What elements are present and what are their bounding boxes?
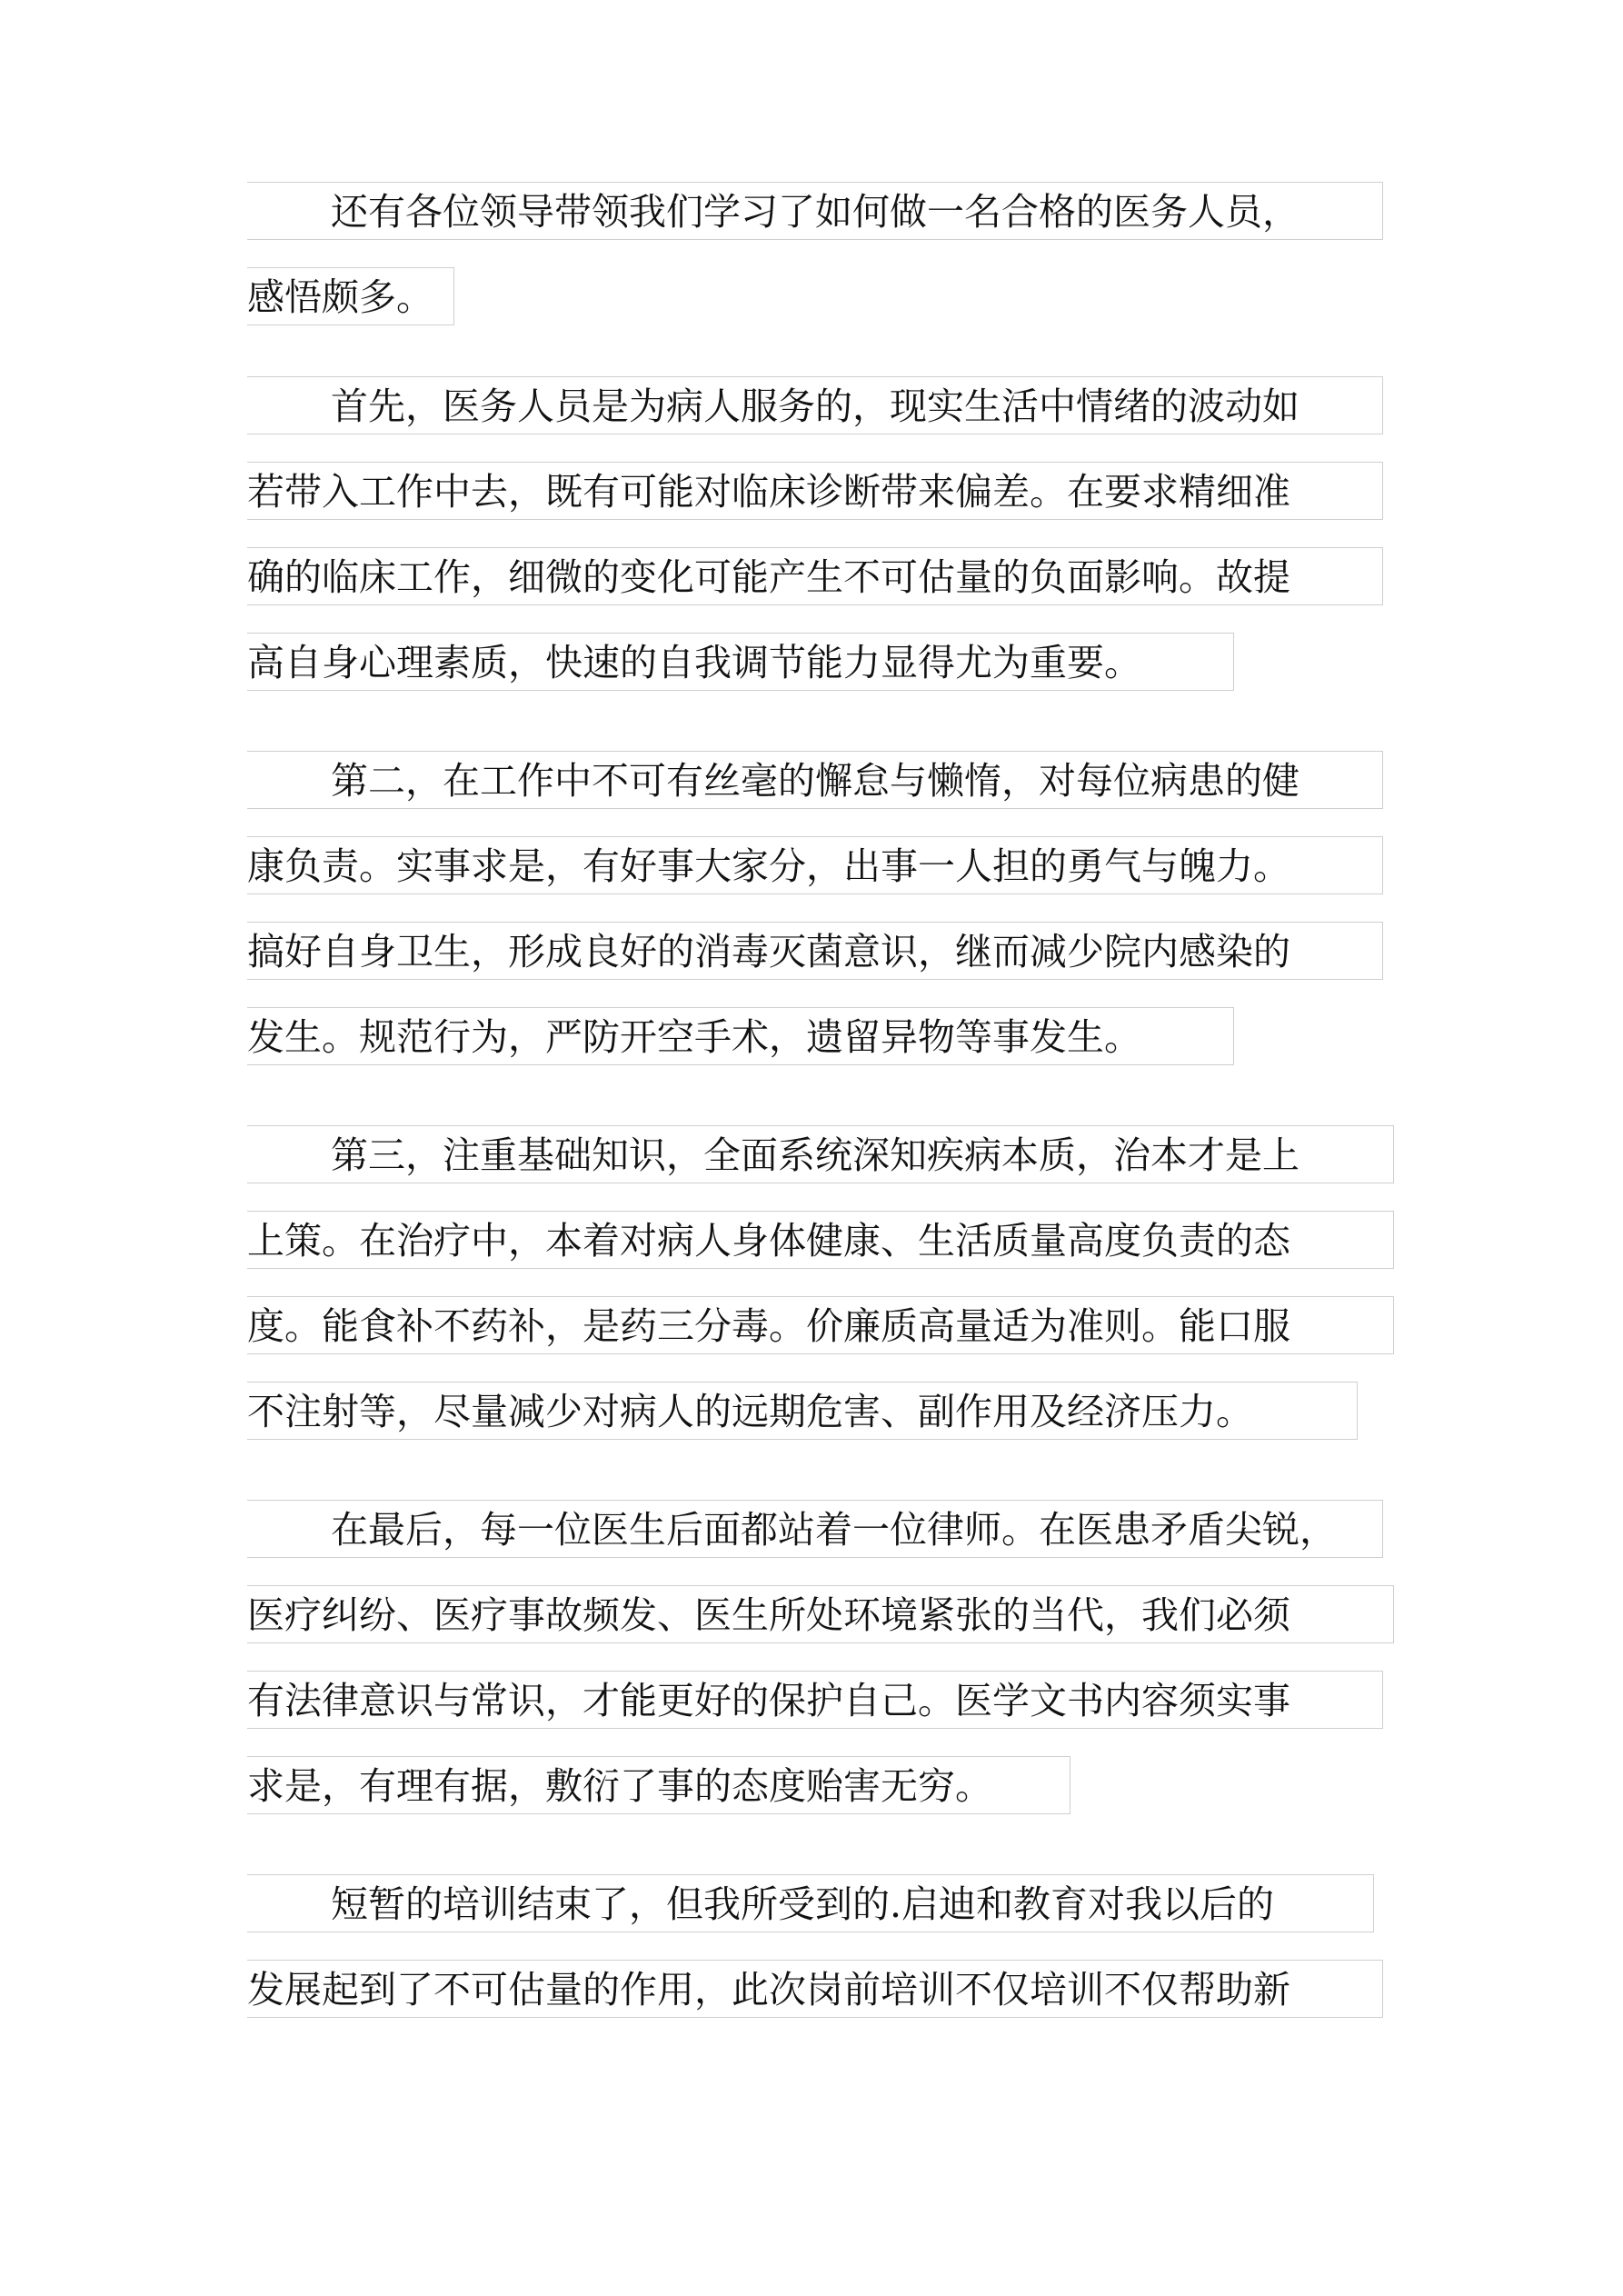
text-line: 度。能食补不药补，是药三分毒。价廉质高量适为准则。能口服 xyxy=(247,1296,1394,1354)
text-line: 确的临床工作，细微的变化可能产生不可估量的负面影响。故提 xyxy=(247,547,1383,605)
text-line: 发展起到了不可估量的作用，此次岗前培训不仅培训不仅帮助新 xyxy=(247,1960,1383,2018)
text-line: 若带入工作中去，既有可能对临床诊断带来偏差。在要求精细准 xyxy=(247,462,1383,520)
text-line: 感悟颇多。 xyxy=(247,267,454,325)
text-line: 有法律意识与常识，才能更好的保护自己。医学文书内容须实事 xyxy=(247,1671,1383,1729)
text-line: 医疗纠纷、医疗事故频发、医生所处环境紧张的当代，我们必须 xyxy=(247,1585,1394,1643)
paragraph xyxy=(247,182,1383,325)
text-line: 康负责。实事求是，有好事大家分，出事一人担的勇气与魄力。 xyxy=(247,836,1383,894)
text-line: 第三，注重基础知识，全面系统深知疾病本质，治本才是上 xyxy=(247,1125,1394,1183)
text-line: 求是，有理有据，敷衍了事的态度贻害无穷。 xyxy=(247,1756,1070,1814)
text-line: 在最后，每一位医生后面都站着一位律师。在医患矛盾尖锐， xyxy=(247,1500,1383,1558)
text-line: 发生。规范行为，严防开空手术，遗留异物等事发生。 xyxy=(247,1007,1234,1065)
text-line: 高自身心理素质，快速的自我调节能力显得尤为重要。 xyxy=(247,633,1234,691)
text-line: 搞好自身卫生，形成良好的消毒灭菌意识，继而减少院内感染的 xyxy=(247,922,1383,980)
paragraph xyxy=(247,1500,1394,1814)
paragraph xyxy=(247,1874,1383,2018)
paragraph xyxy=(247,1125,1394,1440)
text-line: 第二，在工作中不可有丝毫的懈怠与懒惰，对每位病患的健 xyxy=(247,751,1383,809)
text-line: 上策。在治疗中，本着对病人身体健康、生活质量高度负责的态 xyxy=(247,1211,1394,1269)
text-line: 不注射等，尽量减少对病人的远期危害、副作用及经济压力。 xyxy=(247,1382,1358,1440)
paragraph xyxy=(247,376,1383,691)
text-line: 短暂的培训结束了，但我所受到的.启迪和教育对我以后的 xyxy=(247,1874,1374,1932)
text-line: 还有各位领导带领我们学习了如何做一名合格的医务人员， xyxy=(247,182,1383,240)
paragraph xyxy=(247,751,1383,1065)
text-line: 首先，医务人员是为病人服务的，现实生活中情绪的波动如 xyxy=(247,376,1383,434)
